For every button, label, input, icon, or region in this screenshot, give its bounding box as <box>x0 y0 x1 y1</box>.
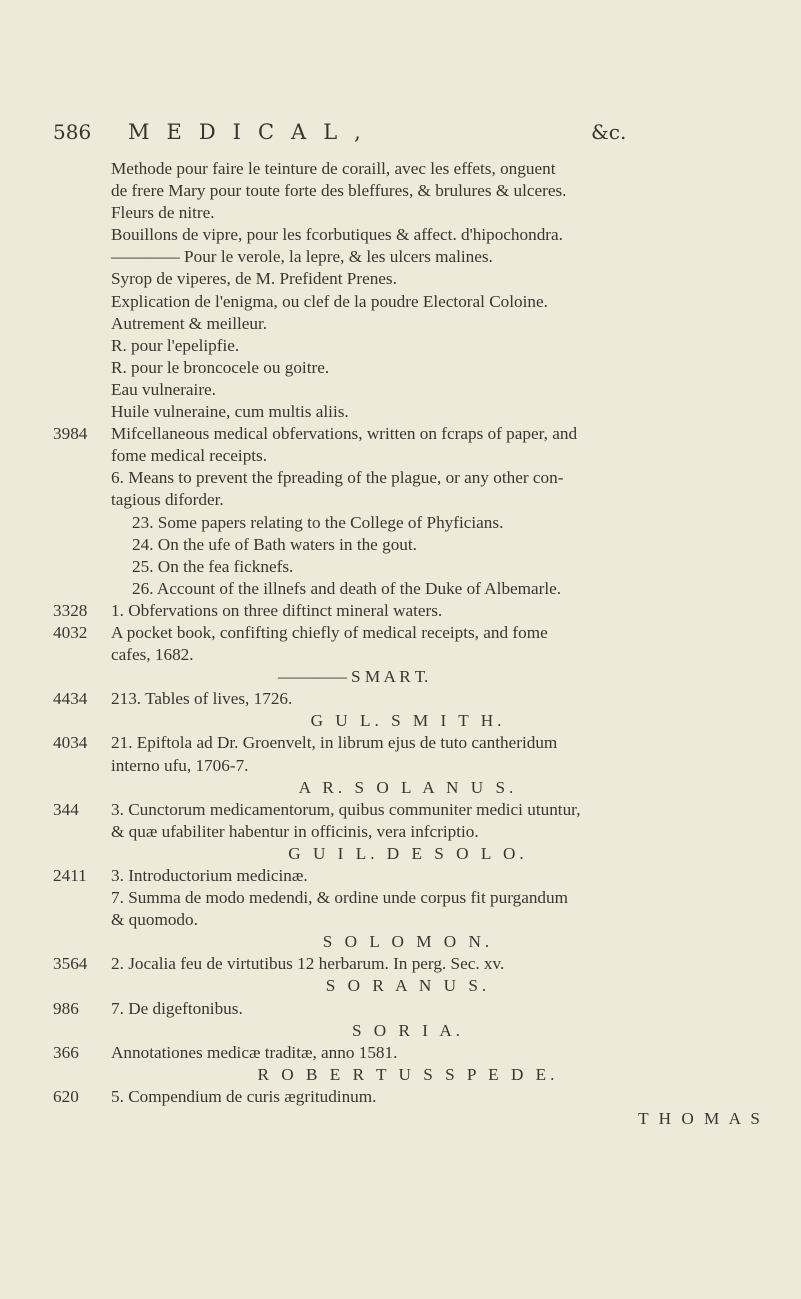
shelf-number: 2411 <box>53 866 87 885</box>
entry-text: 5. Compendium de curis ægritudinum. <box>111 1086 377 1106</box>
entry-text: Annotationes medicæ traditæ, anno 1581. <box>111 1042 398 1062</box>
entry-text: 7. Summa de modo medendi, & ordine unde corpus fit purgandum <box>111 888 568 908</box>
catalogue-line <box>53 423 763 445</box>
entry-text: Huile vulneraine, cum multis aliis. <box>111 402 349 422</box>
entry-text: S O R A N U S. <box>325 976 491 996</box>
catalogue-line <box>53 600 763 622</box>
entry-text: cafes, 1682. <box>111 645 194 665</box>
catalogue-line <box>53 445 763 467</box>
catalogue-line <box>53 401 763 423</box>
catalogue-line <box>53 688 763 710</box>
shelf-number: 4434 <box>53 689 88 709</box>
catalogue-line <box>53 799 763 821</box>
entry-text: ———— S M A R T. <box>278 667 429 687</box>
catalogue-line <box>53 202 763 224</box>
catalogue-line <box>53 313 763 335</box>
entry-text: R. pour le broncocele ou goitre. <box>111 357 330 377</box>
shelf-number: 4032 <box>53 622 88 642</box>
catalogue-line <box>53 975 763 997</box>
shelf-number: 3564 <box>53 954 88 974</box>
entry-text: Bouillons de vipre, pour les fcorbutiques & affect. d'hipochondra. <box>111 225 563 245</box>
running-title-etc: &c. <box>591 120 627 144</box>
catalogue-line <box>53 534 763 556</box>
catalogue-entries <box>53 158 763 1130</box>
page-number: 586 <box>53 120 92 144</box>
entry-text: Eau vulneraire. <box>111 379 216 399</box>
catalogue-line <box>53 180 763 202</box>
entry-text: 1. Obfervations on three diftinct mineral waters. <box>111 600 443 620</box>
entry-text: Explication de l'enigma, ou clef de la poudre Electoral Coloine. <box>111 291 548 311</box>
catalogue-line <box>53 1042 763 1064</box>
shelf-number: 366 <box>53 1042 79 1062</box>
catalogue-line <box>53 622 763 644</box>
catalogue-line <box>53 777 763 799</box>
catalogue-line <box>53 1086 763 1108</box>
shelf-number: 986 <box>53 998 79 1018</box>
catalogue-line <box>53 158 763 180</box>
running-title: MEDICAL, <box>128 120 378 144</box>
catalogue-line <box>53 556 763 578</box>
entry-text: S O R I A. <box>351 1020 465 1040</box>
entry-text: 213. Tables of lives, 1726. <box>111 689 293 709</box>
shelf-number: 3328 <box>53 600 88 620</box>
catalogue-line <box>53 467 763 489</box>
catalogue-line <box>53 1064 763 1086</box>
entry-text: Mifcellaneous medical obfervations, written on fcraps of paper, and <box>111 424 578 444</box>
entry-text: interno ufu, 1706-7. <box>111 755 249 775</box>
entry-text: Syrop de viperes, de M. Prefident Prenes. <box>111 269 397 289</box>
catalogue-line <box>53 909 763 931</box>
entry-text: 3. Introductorium medicinæ. <box>111 866 308 885</box>
entry-text: Autrement & meilleur. <box>111 313 268 333</box>
entry-text: G U L. S M I T H. <box>310 711 506 731</box>
catalogue-line <box>53 357 763 379</box>
catalogue-line <box>53 578 763 600</box>
entry-text: 21. Epiftola ad Dr. Groenvelt, in librum ejus de tuto cantheridum <box>111 733 558 753</box>
catalogue-line <box>53 666 763 688</box>
catalogue-line <box>53 755 763 777</box>
entry-text: & quæ ufabiliter habentur in officinis, vera infcriptio. <box>111 821 479 841</box>
entry-text: tagious diforder. <box>111 490 224 510</box>
entry-text: fome medical receipts. <box>111 446 268 466</box>
catalogue-line <box>53 1108 763 1130</box>
catalogue-line <box>53 865 763 887</box>
shelf-number: 620 <box>53 1086 79 1106</box>
entry-text: S O L O M O N. <box>322 932 494 952</box>
catalogue-line <box>53 644 763 666</box>
entry-text: de frere Mary pour toute forte des bleffures, & brulures & ulceres. <box>111 181 567 201</box>
shelf-number: 344 <box>53 799 79 819</box>
catalogue-line <box>53 512 763 534</box>
entry-text: 25. On the fea ficknefs. <box>132 556 294 576</box>
entry-text: T H O M A S <box>638 1109 763 1129</box>
entry-text: A pocket book, confifting chiefly of medical receipts, and fome <box>111 622 548 642</box>
entry-text: ———— Pour le verole, la lepre, & les ulcers malines. <box>111 247 493 267</box>
catalogue-line <box>53 953 763 975</box>
catalogue-line <box>53 821 763 843</box>
entry-text: 23. Some papers relating to the College of Phyficians. <box>132 512 504 532</box>
catalogue-line <box>53 887 763 909</box>
shelf-number: 3984 <box>53 424 88 444</box>
catalogue-line <box>53 931 763 953</box>
entry-text: 3. Cunctorum medicamentorum, quibus communiter medici utuntur, <box>111 799 581 819</box>
catalogue-line <box>53 335 763 357</box>
catalogue-line <box>53 489 763 511</box>
catalogue-line <box>53 379 763 401</box>
entry-text: A R. S O L A N U S. <box>298 777 518 797</box>
entry-text: Methode pour faire le teinture de coraill, avec les effets, onguent <box>111 159 556 178</box>
entry-text: 6. Means to prevent the fpreading of the plague, or any other con- <box>111 468 564 488</box>
entry-text: R. pour l'epelipfie. <box>111 335 240 355</box>
entry-text: 7. De digeftonibus. <box>111 998 243 1018</box>
catalogue-line <box>53 268 763 290</box>
entry-text: 2. Jocalia feu de virtutibus 12 herbarum. In perg. Sec. xv. <box>111 954 505 974</box>
entry-text: 24. On the ufe of Bath waters in the gout. <box>132 534 417 554</box>
catalogue-line <box>53 710 763 732</box>
page-header <box>53 120 753 150</box>
entry-text: & quomodo. <box>111 910 198 930</box>
entry-text: Fleurs de nitre. <box>111 203 215 223</box>
catalogue-line <box>53 291 763 313</box>
catalogue-line <box>53 1020 763 1042</box>
entry-text: R O B E R T U S S P E D E. <box>257 1064 559 1084</box>
catalogue-line <box>53 843 763 865</box>
catalogue-line <box>53 998 763 1020</box>
entry-text: G U I L. D E S O L O. <box>288 843 528 863</box>
catalogue-line <box>53 224 763 246</box>
entry-text: 26. Account of the illnefs and death of the Duke of Albemarle. <box>132 578 562 598</box>
shelf-number: 4034 <box>53 733 88 753</box>
catalogue-line <box>53 246 763 268</box>
catalogue-line <box>53 732 763 754</box>
